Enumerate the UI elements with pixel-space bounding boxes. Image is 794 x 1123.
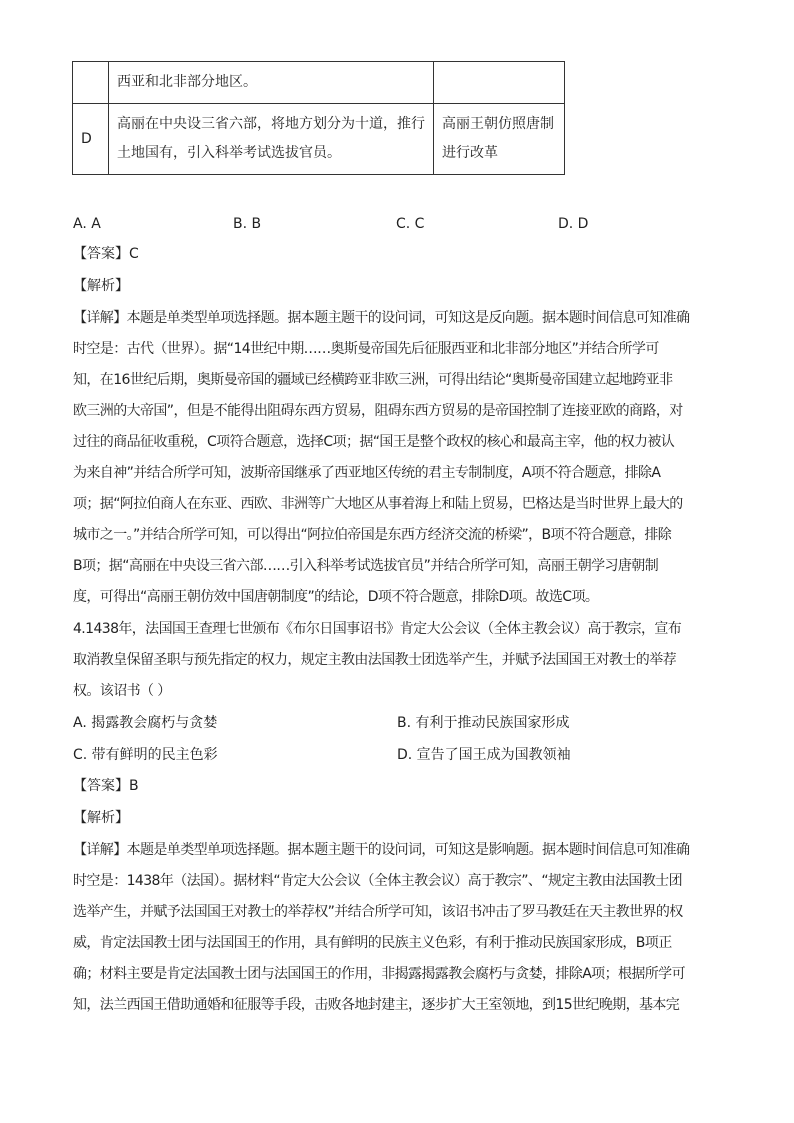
q4-detail-line: 确；材料主要是肯定法国教士团与法国国王的作用，非揭露揭露教会腐朽与贪婪，排除A项；根据所学可 xyxy=(73,966,685,982)
option-text-line: 高丽在中央设三省六部，将地方划分为十道，推行 xyxy=(117,116,425,132)
option-letter-cell xyxy=(73,62,109,104)
q3-answer: 【答案】C xyxy=(73,246,139,262)
q3-detail-line: 城市之一。”并结合所学可知，可以得出“阿拉伯帝国是东西方经济交流的桥梁”，B项不符合题意，排除 xyxy=(73,527,672,543)
q4-detail-line: 威，肯定法国教士团与法国国王的作用，具有鲜明的民族主义色彩，有利于推动民族国家形成，B项正 xyxy=(73,935,672,951)
q4-stem-line: 权。该诏书（ ） xyxy=(73,683,171,699)
q3-detail-line: 时空是：古代（世界）。据“14世纪中期……奥斯曼帝国先后征服西亚和北非部分地区”并结合所学可 xyxy=(73,341,659,357)
q4-detail-line: 【详解】本题是单类型单项选择题。据本题主题干的设问词，可知这是影响题。据本题时间信息可知准确 xyxy=(73,842,690,858)
q3-choice-c: C. C xyxy=(396,216,425,232)
q3-choice-a: A. A xyxy=(73,216,101,232)
option-text-cell: 西亚和北非部分地区。 xyxy=(109,62,434,104)
q4-answer: 【答案】B xyxy=(73,778,139,794)
option-text-cell xyxy=(109,104,434,175)
q3-analysis-heading: 【解析】 xyxy=(73,278,129,294)
q4-detail-line: 知，法兰西国王借助通婚和征服等手段，击败各地封建主，逐步扩大王室领地，到15世纪晚期，基本完 xyxy=(73,997,680,1013)
q4-stem-line: 取消教皇保留圣职与预先指定的权力，规定主教由法国教士团选举产生，并赋予法国国王对教士的举荐 xyxy=(73,652,676,668)
table-row xyxy=(73,104,565,175)
q4-choice-a: A. 揭露教会腐朽与贪婪 xyxy=(73,715,218,731)
option-note-line: 高丽王朝仿照唐制 xyxy=(442,116,554,132)
q4-choice-b: B. 有利于推动民族国家形成 xyxy=(397,715,570,731)
option-note-cell xyxy=(434,104,565,175)
q3-detail-line: B项；据“高丽在中央设三省六部……引入科举考试选拔官员”并结合所学可知，高丽王朝学习唐朝制 xyxy=(73,558,659,574)
q4-choice-c: C. 带有鲜明的民主色彩 xyxy=(73,747,218,763)
q3-choice-d: D. D xyxy=(558,216,589,232)
q3-detail-line: 度，可得出“高丽王朝仿效中国唐朝制度”的结论，D项不符合题意，排除D项。故选C项。 xyxy=(73,589,599,605)
q3-detail-line: 为来自神”并结合所学可知，波斯帝国继承了西亚地区传统的君主专制制度，A项不符合题意，排除A xyxy=(73,465,661,481)
q3-detail-line: 欧三洲的大帝国”，但是不能得出阻碍东西方贸易，阻碍东西方贸易的是帝国控制了连接亚欧的商路，对 xyxy=(73,403,683,419)
q4-stem-line: 4.1438年，法国国王查理七世颁布《布尔日国事诏书》肯定大公会议（全体主教会议）高于教宗，宣布 xyxy=(73,621,682,637)
q4-choice-d: D. 宣告了国王成为国教领袖 xyxy=(397,747,571,763)
option-text-line: 土地国有，引入科举考试选拔官员。 xyxy=(117,145,341,161)
q4-detail-line: 时空是：1438年（法国）。据材料“肯定大公会议（全体主教会议）高于教宗”、“规定主教由法国教士团 xyxy=(73,873,682,889)
q3-detail-line: 【详解】本题是单类型单项选择题。据本题主题干的设问词，可知这是反向题。据本题时间信息可知准确 xyxy=(73,310,690,326)
q3-detail-line: 项；据“阿拉伯商人在东亚、西欧、非洲等广大地区从事着海上和陆上贸易，巴格达是当时世界上最大的 xyxy=(73,496,683,512)
option-note-cell xyxy=(434,62,565,104)
q4-detail-line: 选举产生，并赋予法国国王对教士的举荐权”并结合所学可知，该诏书冲击了罗马教廷在天主教世界的权 xyxy=(73,904,683,920)
q3-choice-b: B. B xyxy=(233,216,262,232)
q4-analysis-heading: 【解析】 xyxy=(73,810,129,826)
q3-detail-line: 过往的商品征收重税，C项符合题意，选择C项；据“国王是整个政权的核心和最高主宰，他的权力被认 xyxy=(73,434,675,450)
option-table xyxy=(72,61,565,175)
option-note-line: 进行改革 xyxy=(442,145,498,161)
option-letter-cell: D xyxy=(73,104,109,175)
table-row xyxy=(73,62,565,104)
q3-detail-line: 知，在16世纪后期，奥斯曼帝国的疆域已经横跨亚非欧三洲，可得出结论“奥斯曼帝国建立起地跨亚非 xyxy=(73,372,673,388)
